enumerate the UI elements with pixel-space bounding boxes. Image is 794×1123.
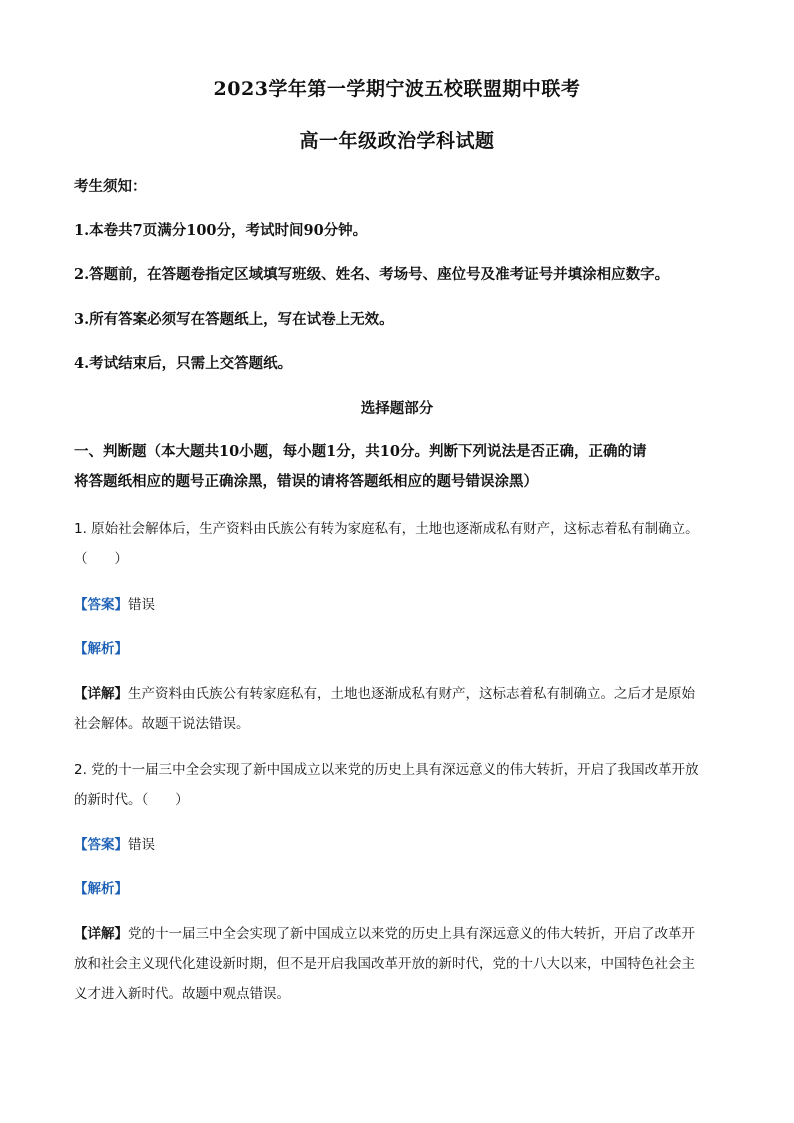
question-2-stem-line-1: 2. 党的十一届三中全会实现了新中国成立以来党的历史上具有深远意义的伟大转折，开启了我国改革开放 bbox=[74, 762, 699, 778]
answer-value: 错误 bbox=[128, 597, 155, 613]
question-2-stem-line-2: 的新时代。（ ） bbox=[74, 792, 189, 808]
part-instruction-line-1: 一、判断题（本大题共10小题，每小题1分，共10分。判断下列说法是否正确，正确的请 bbox=[74, 443, 647, 460]
question-2-detail-line-3: 义才进入新时代。故题中观点错误。 bbox=[74, 986, 290, 1002]
part-instruction-line-2: 将答题纸相应的题号正确涂黑，错误的请将答题纸相应的题号错误涂黑） bbox=[74, 473, 538, 490]
notice-item-1: 1.本卷共7页满分100分，考试时间90分钟。 bbox=[74, 222, 368, 239]
exam-subtitle: 高一年级政治学科试题 bbox=[299, 130, 495, 152]
question-1-analysis-label: 【解析】 bbox=[74, 641, 128, 657]
question-1-answer bbox=[74, 594, 734, 616]
question-1-stem-line-1: 1. 原始社会解体后，生产资料由氏族公有转为家庭私有，土地也逐渐成私有财产，这标志着私有制确立。 bbox=[74, 521, 699, 537]
answer-label: 【答案】 bbox=[74, 837, 128, 853]
notice-item-4: 4.考试结束后，只需上交答题纸。 bbox=[74, 355, 293, 372]
question-1-detail-line-2: 社会解体。故题干说法错误。 bbox=[74, 716, 250, 732]
question-2-detail-line-2: 放和社会主义现代化建设新时期，但不是开启我国改革开放的新时代，党的十八大以来，中国特色社会主 bbox=[74, 956, 695, 972]
question-1-stem-line-2: （ ） bbox=[74, 551, 128, 567]
detail-label: 【详解】 bbox=[74, 686, 128, 702]
section-name: 选择题部分 bbox=[360, 400, 434, 417]
question-2-analysis-label: 【解析】 bbox=[74, 881, 128, 897]
exam-title: 2023学年第一学期宁波五校联盟期中联考 bbox=[213, 78, 581, 100]
answer-label: 【答案】 bbox=[74, 597, 128, 613]
question-2-detail-line-1: 【详解】党的十一届三中全会实现了新中国成立以来党的历史上具有深远意义的伟大转折，开启了改革开 bbox=[74, 926, 695, 942]
notice-item-3: 3.所有答案必须写在答题纸上，写在试卷上无效。 bbox=[74, 311, 394, 328]
question-1-detail-line-1: 【详解】生产资料由氏族公有转家庭私有，土地也逐渐成私有财产，这标志着私有制确立。之后才是原始 bbox=[74, 686, 695, 702]
answer-value: 错误 bbox=[128, 837, 155, 853]
notice-item-2: 2.答题前，在答题卷指定区域填写班级、姓名、考场号、座位号及准考证号并填涂相应数字。 bbox=[74, 266, 670, 283]
question-2-answer bbox=[74, 834, 734, 856]
detail-label: 【详解】 bbox=[74, 926, 128, 942]
notice-heading: 考生须知： bbox=[74, 178, 147, 195]
